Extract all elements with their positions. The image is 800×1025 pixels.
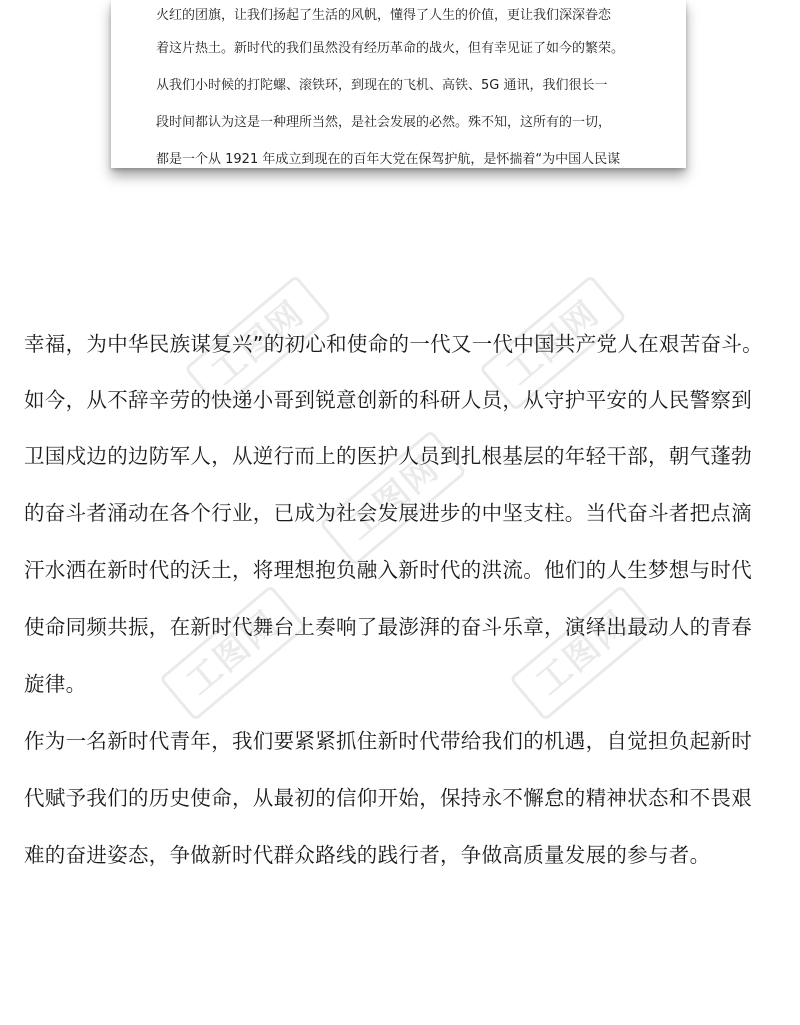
watermark: 工图网 bbox=[184, 275, 332, 412]
watermark: 工图网 bbox=[509, 585, 657, 722]
paragraph-line: 的奋斗者涌动在各个行业，已成为社会发展进步的中坚支柱。当代奋斗者把点滴 bbox=[24, 501, 752, 525]
watermark: 工图网 bbox=[159, 585, 307, 722]
paragraph-line: 幸福，为中华民族谋复兴”的初心和使命的一代又一代中国共产党人在艰苦奋斗。 bbox=[24, 332, 763, 356]
paragraph-line: 难的奋进姿态，争做新时代群众路线的践行者，争做高质量发展的参与者。 bbox=[24, 843, 711, 867]
paragraph-line: 旋律。 bbox=[24, 672, 87, 696]
paragraph-line: 使命同频共振，在新时代舞台上奏响了最澎湃的奋斗乐章，演绎出最动人的青春 bbox=[24, 615, 752, 639]
excerpt-card bbox=[111, 0, 686, 168]
paragraph-line: 作为一名新时代青年，我们要紧紧抓住新时代带给我们的机遇，自觉担负起新时 bbox=[24, 729, 752, 753]
card-line: 段时间都认为这是一种理所当然，是社会发展的必然。殊不知，这所有的一切， bbox=[156, 115, 612, 130]
card-line: 从我们小时候的打陀螺、滚铁环，到现在的飞机、高铁、5G 通讯，我们很长一 bbox=[156, 78, 608, 93]
watermark: 工图网 bbox=[319, 430, 467, 567]
paragraph-line: 汗水洒在新时代的沃土，将理想抱负融入新时代的洪流。他们的人生梦想与时代 bbox=[24, 558, 752, 582]
paragraph-line: 卫国戍边的边防军人，从逆行而上的医护人员到扎根基层的年轻干部，朝气蓬勃 bbox=[24, 444, 752, 468]
watermark: 工图网 bbox=[479, 275, 627, 412]
paragraph-line: 如今，从不辞辛劳的快递小哥到锐意创新的科研人员，从守护平安的人民警察到 bbox=[24, 388, 752, 412]
card-line: 都是一个从 1921 年成立到现在的百年大党在保驾护航，是怀揣着“为中国人民谋 bbox=[156, 152, 621, 167]
card-line: 着这片热土。新时代的我们虽然没有经历革命的战火，但有幸见证了如今的繁荣。 bbox=[156, 41, 625, 56]
card-line: 火红的团旗，让我们扬起了生活的风帆，懂得了人生的价值，更让我们深深眷恋 bbox=[156, 8, 612, 23]
paragraph-line: 代赋予我们的历史使命，从最初的信仰开始，保持永不懈怠的精神状态和不畏艰 bbox=[24, 786, 752, 810]
